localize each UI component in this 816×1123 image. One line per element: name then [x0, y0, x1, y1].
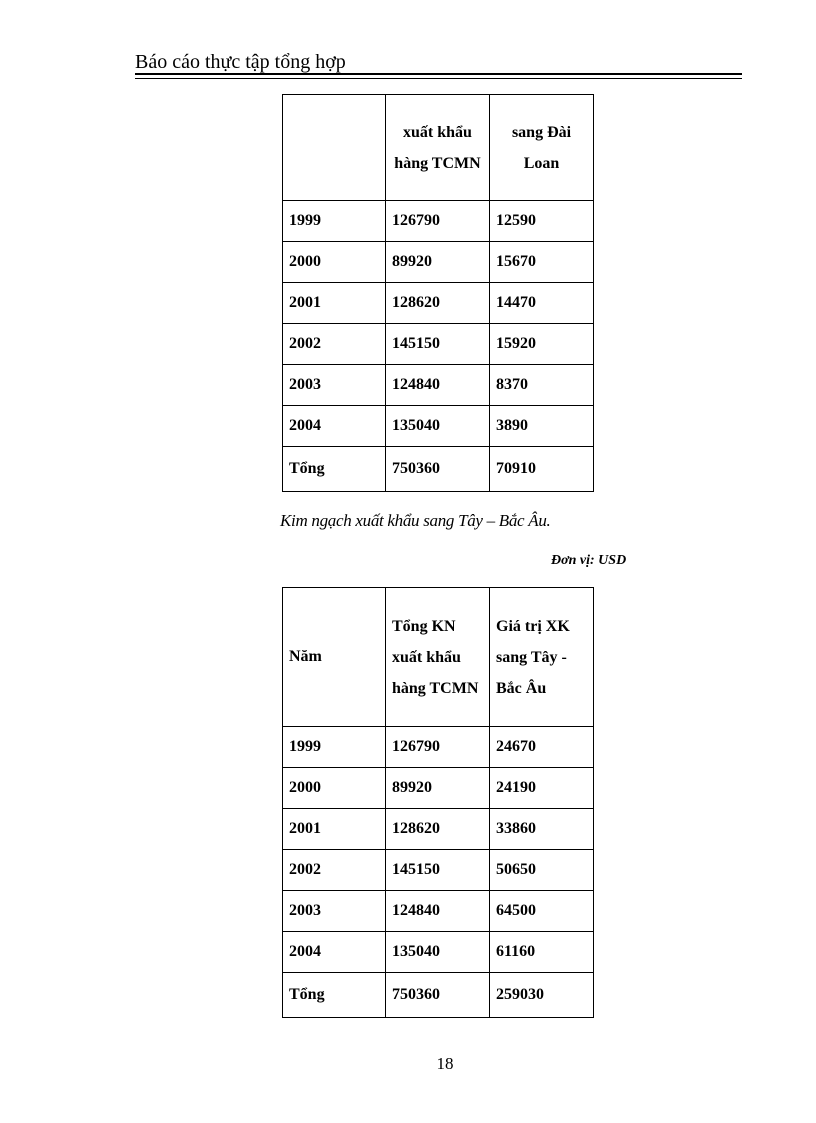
table-cell: 3890 — [490, 406, 594, 447]
table-cell: 15670 — [490, 242, 594, 283]
table-header-cell: Giá trị XK sang Tây - Bắc Âu — [490, 588, 594, 727]
table-row — [283, 850, 594, 891]
table-cell: 70910 — [490, 447, 594, 492]
table-cell: Tổng — [283, 973, 386, 1018]
table-cell: 750360 — [386, 973, 490, 1018]
table-cell: 12590 — [490, 201, 594, 242]
table-cell: 750360 — [386, 447, 490, 492]
table-row — [283, 768, 594, 809]
table-cell: 1999 — [283, 201, 386, 242]
table-total-row — [283, 447, 594, 492]
table-cell: 126790 — [386, 727, 490, 768]
table-cell: 2001 — [283, 809, 386, 850]
table-cell: 135040 — [386, 932, 490, 973]
table-row — [283, 727, 594, 768]
table-cell: 89920 — [386, 768, 490, 809]
table-cell: 15920 — [490, 324, 594, 365]
table-row — [283, 201, 594, 242]
table-header-cell: Năm — [283, 588, 386, 727]
table-cell: 2003 — [283, 365, 386, 406]
table-cell: 128620 — [386, 283, 490, 324]
table-cell: 124840 — [386, 891, 490, 932]
table-header-cell: Tổng KN xuất khẩu hàng TCMN — [386, 588, 490, 727]
table-western-europe-exports — [282, 587, 594, 1018]
table-cell: 50650 — [490, 850, 594, 891]
table-cell: 128620 — [386, 809, 490, 850]
table-row — [283, 242, 594, 283]
table-header-cell: sang Đài Loan — [490, 95, 594, 201]
table-header-cell: xuất khẩu hàng TCMN — [386, 95, 490, 201]
table-header-row — [283, 95, 594, 201]
table-cell: 259030 — [490, 973, 594, 1018]
table-cell: 2003 — [283, 891, 386, 932]
table-cell: 126790 — [386, 201, 490, 242]
table-cell: 33860 — [490, 809, 594, 850]
table-row — [283, 283, 594, 324]
table-cell: 24190 — [490, 768, 594, 809]
table-cell: 1999 — [283, 727, 386, 768]
table-cell: 2001 — [283, 283, 386, 324]
page-number: 18 — [436, 1054, 454, 1073]
table-row — [283, 891, 594, 932]
table-row — [283, 932, 594, 973]
table-cell: 135040 — [386, 406, 490, 447]
table-cell: 2000 — [283, 768, 386, 809]
table-cell: 8370 — [490, 365, 594, 406]
header-rule — [135, 73, 742, 79]
table-cell: 2002 — [283, 850, 386, 891]
table-cell: 14470 — [490, 283, 594, 324]
table-row — [283, 365, 594, 406]
table-row — [283, 324, 594, 365]
table-row — [283, 406, 594, 447]
table-taiwan-exports — [282, 94, 594, 492]
table-cell: 2004 — [283, 932, 386, 973]
table-header-row — [283, 588, 594, 727]
table-cell: 2000 — [283, 242, 386, 283]
table-cell: 24670 — [490, 727, 594, 768]
table-cell: 89920 — [386, 242, 490, 283]
table-cell: 145150 — [386, 324, 490, 365]
table-cell: 61160 — [490, 932, 594, 973]
document-header-title: Báo cáo thực tập tổng hợp — [135, 51, 346, 73]
unit-label: Đơn vị: USD — [551, 553, 627, 568]
table-cell: Tổng — [283, 447, 386, 492]
table-cell: 2002 — [283, 324, 386, 365]
table-cell: 64500 — [490, 891, 594, 932]
table-cell: 145150 — [386, 850, 490, 891]
table-total-row — [283, 973, 594, 1018]
table-cell: 124840 — [386, 365, 490, 406]
table-caption: Kim ngạch xuất khẩu sang Tây – Bắc Âu. — [280, 511, 551, 530]
table-cell: 2004 — [283, 406, 386, 447]
table-row — [283, 809, 594, 850]
table-header-cell — [283, 95, 386, 201]
